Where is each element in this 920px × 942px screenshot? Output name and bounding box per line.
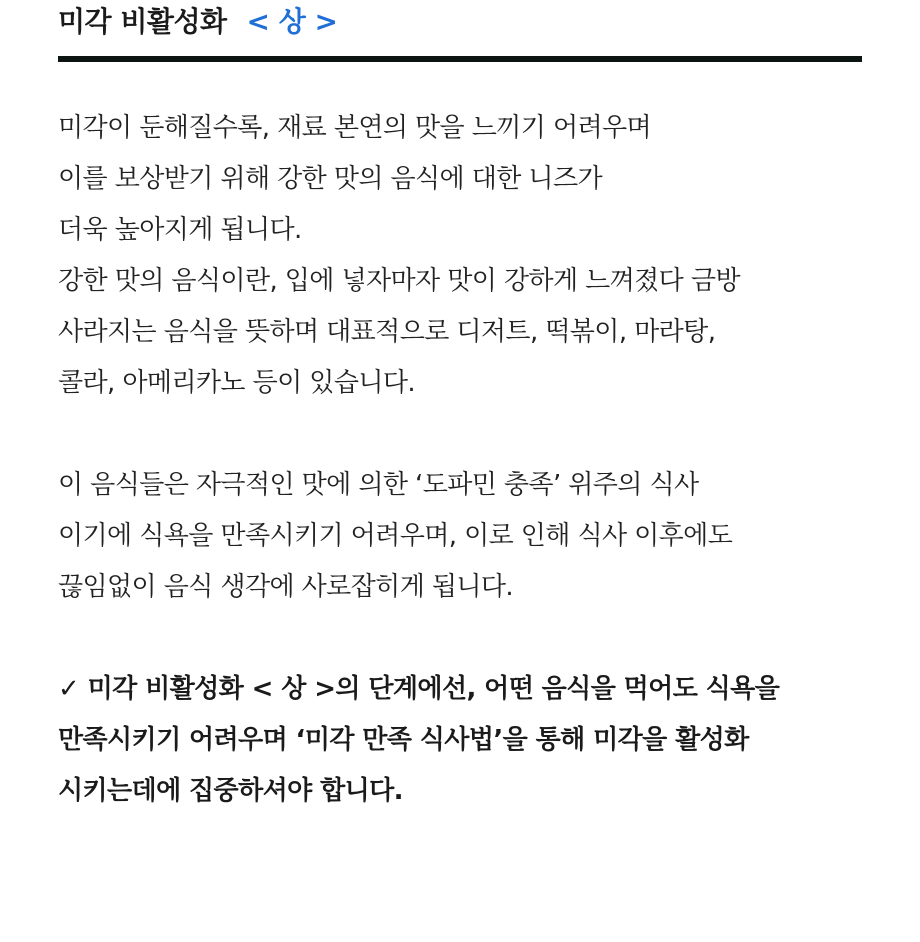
text-line: 이를 보상받기 위해 강한 맛의 음식에 대한 니즈가 (58, 164, 602, 194)
level-badge: < 상 > (246, 5, 338, 38)
text-line: 이기에 식욕을 만족시키기 어려우며, 이로 인해 식사 이후에도 (58, 521, 733, 551)
page-title: 미각 비활성화 (58, 5, 227, 38)
text-line: 콜라, 아메리카노 등이 있습니다. (58, 368, 416, 398)
text-line: 강한 맛의 음식이란, 입에 넣자마자 맛이 강하게 느껴졌다 금방 (58, 266, 740, 296)
paragraph-gap (58, 409, 908, 460)
text-line: 더욱 높아지게 됩니다. (58, 215, 302, 245)
divider (58, 56, 862, 62)
paragraph-gap (58, 613, 908, 664)
emphasis-line: 만족시키기 어려우며 ‘미각 만족 식사법’을 통해 미각을 활성화 (58, 725, 749, 755)
text-line: 끊임없이 음식 생각에 사로잡히게 됩니다. (58, 572, 514, 602)
body-text (58, 103, 908, 817)
page-header (58, 0, 338, 40)
text-line: 이 음식들은 자극적인 맛에 의한 ‘도파민 충족’ 위주의 식사 (58, 470, 699, 500)
text-line: 사라지는 음식을 뜻하며 대표적으로 디저트, 떡볶이, 마라탕, (58, 317, 716, 347)
paragraph-3-emphasis (58, 664, 908, 817)
emphasis-line: 시키는데에 집중하셔야 합니다. (58, 776, 403, 806)
emphasis-line: ✓ 미각 비활성화 < 상 >의 단계에선, 어떤 음식을 먹어도 식욕을 (58, 674, 780, 704)
paragraph-2 (58, 460, 908, 613)
paragraph-1 (58, 103, 908, 409)
text-line: 미각이 둔해질수록, 재료 본연의 맛을 느끼기 어려우며 (58, 113, 652, 143)
